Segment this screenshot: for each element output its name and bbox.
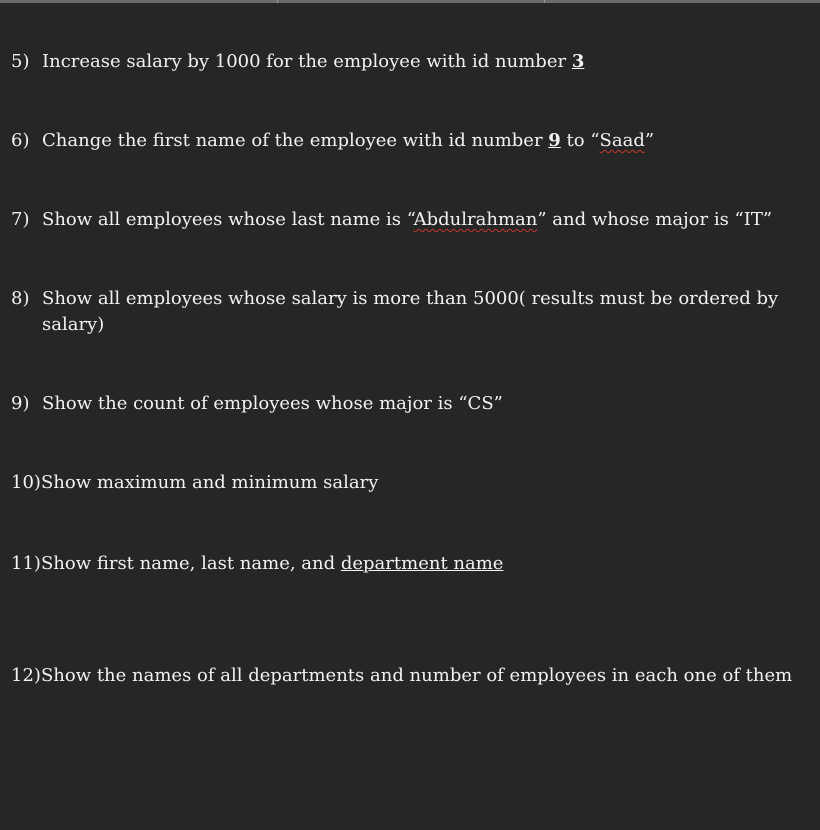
question-number: 12): [11, 665, 41, 686]
question-10: [11, 470, 801, 496]
question-text-part: Change the first name of the employee with id number: [42, 130, 549, 151]
underlined-term: department name: [340, 553, 504, 574]
page-top-border: [0, 0, 820, 3]
question-text: [42, 128, 654, 154]
question-text: Show the count of employees whose major is “CS”: [42, 393, 503, 414]
question-text-part: Increase salary by 1000 for the employee with id number: [42, 51, 572, 72]
spellcheck-name: Saad: [599, 130, 645, 151]
question-number: 8): [11, 288, 30, 309]
spellcheck-name: Abdulrahman: [413, 209, 538, 230]
question-text-part: Show first name, last name, and: [40, 553, 341, 574]
question-number: 11): [11, 553, 41, 574]
question-text-part: to “: [560, 130, 600, 151]
question-number: 6): [11, 130, 30, 151]
question-text: Show the names of all departments and number of employees in each one of them: [40, 665, 793, 686]
question-5: [11, 49, 801, 75]
question-text: [42, 49, 584, 75]
question-number: 9): [11, 393, 30, 414]
question-12: [11, 663, 801, 689]
question-text: Show all employees whose salary is more than 5000( results must be ordered by salary): [42, 288, 779, 335]
question-6: [11, 128, 801, 154]
question-7: [11, 207, 801, 233]
border-tick: [277, 0, 278, 3]
question-11: [11, 551, 801, 577]
question-number: 10): [11, 472, 41, 493]
question-text: Show maximum and minimum salary: [40, 472, 379, 493]
question-text-part: ” and whose major is “IT”: [537, 209, 773, 230]
question-8: [11, 286, 801, 338]
question-number: 5): [11, 51, 30, 72]
question-text: [42, 207, 772, 233]
question-text: [41, 551, 504, 577]
question-9: [11, 391, 801, 417]
question-text-part: ”: [644, 130, 655, 151]
employee-id: 3: [571, 51, 585, 72]
question-text-part: Show all employees whose last name is “: [42, 209, 414, 230]
question-number: 7): [11, 209, 30, 230]
employee-id: 9: [548, 130, 561, 151]
border-tick: [544, 0, 545, 3]
